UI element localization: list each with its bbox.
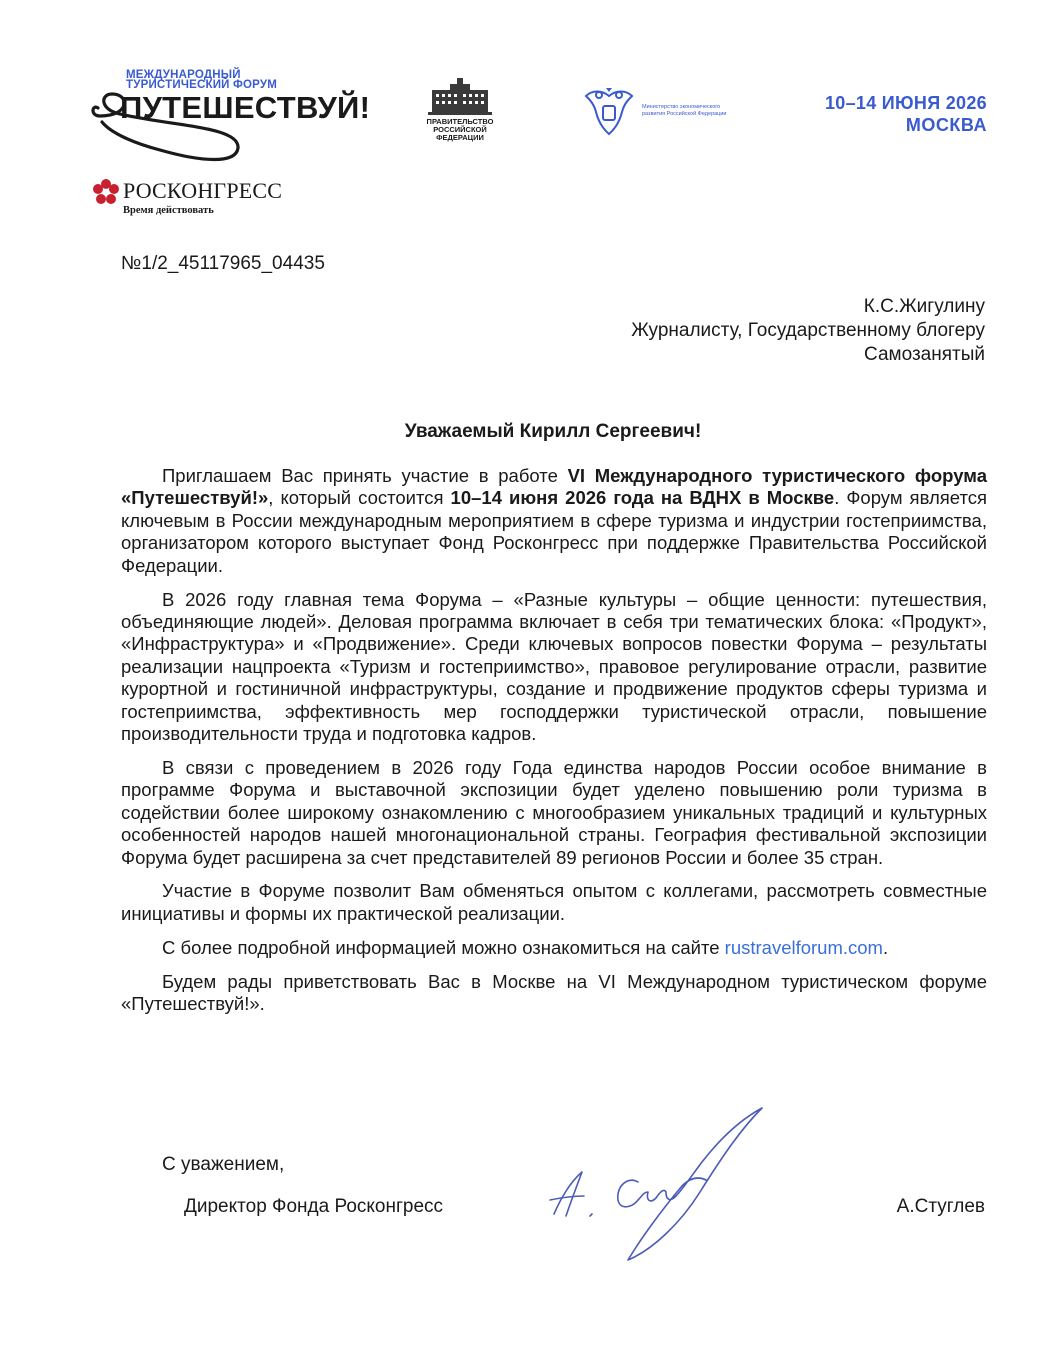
recipient-name: К.С.Жигулину	[863, 296, 985, 317]
roscongress-flower-icon	[92, 178, 120, 206]
government-caption: ПРАВИТЕЛЬСТВО РОССИЙСКОЙ ФЕДЕРАЦИИ	[426, 117, 494, 142]
signatory-name: А.Стуглев	[896, 1196, 985, 1217]
event-city: МОСКВА	[905, 115, 987, 135]
recipient-status: Самозанятый	[864, 344, 985, 365]
website-text-end: .	[882, 936, 889, 958]
recipient-position: Журналисту, Государственному блогеру	[631, 320, 985, 341]
signatory-title: Директор Фонда Росконгресс	[184, 1196, 444, 1217]
paragraph-welcome: Будем рады приветствовать Вас в Москве на VI Международном туристическом форуме «Путешествуй!».	[121, 970, 987, 1015]
paragraph-participation: Участие в Форуме позволит Вам обменяться опытом с коллегами, рассмотреть совместные инициативы и формы их практической реализации.	[121, 880, 987, 924]
letter-body	[121, 465, 987, 1027]
salutation: Уважаемый Кирилл Сергеевич!	[404, 421, 702, 442]
ministry-logo	[582, 86, 742, 138]
forum-logo-line1: МЕЖДУНАРОДНЫЙ	[126, 69, 241, 81]
closing-regards: С уважением,	[162, 1154, 285, 1175]
paragraph-invitation	[121, 465, 987, 577]
p1-forum-name: VI Международного туристического форума «Путешествуй!»	[121, 465, 988, 509]
event-dates: 10–14 ИЮНЯ 2026	[824, 93, 987, 113]
paragraph-website	[121, 937, 987, 959]
double-headed-eagle-icon	[582, 86, 636, 138]
handwritten-signature	[540, 1100, 780, 1270]
government-building-icon	[420, 76, 500, 116]
website-link[interactable]: rustravelforum.com	[724, 936, 883, 958]
paragraph-theme: В 2026 году главная тема Форума – «Разные культуры – общие ценности: путешествия, объединяющие людей». Деловая программа включает в себя три тематических блока: «Продукт», «Инфраструктура» и «Продвижение». Среди ключевых вопросов повестки Форума – результаты реализации нацпроекта «Туризм и гостеприимство», правовое регулирование отрасли, развитие курортной и гостиничной инфраструктуры, создание и продвижение продуктов сферы туризма и гостеприимства, эффективность мер господдержки туристической отрасли, повышение производительности труда и подготовка кадров.	[121, 588, 987, 744]
forum-logo	[90, 68, 380, 163]
p1-text-e: . Форум является ключевым в России международным мероприятием в сфере туризма и индустрии гостеприимства, организатором которого выступает Фонд Росконгресс при поддержке Правительства Российской Федерации.	[121, 487, 987, 576]
website-text: С более подробной информацией можно ознакомиться на сайте	[162, 936, 725, 958]
forum-logo-line2: ТУРИСТИЧЕСКИЙ ФОРУМ	[126, 79, 278, 91]
p1-text-a: Приглашаем Вас принять участие в работе	[162, 465, 568, 486]
forum-logo-title: ПУТЕШЕСТВУЙ!	[120, 90, 371, 125]
government-logo	[420, 76, 500, 146]
p1-text-c: , который состоится	[268, 487, 451, 509]
recipient-block	[631, 295, 985, 367]
roscongress-name: РОСКОНГРЕСС	[123, 178, 283, 203]
roscongress-logo	[92, 176, 302, 221]
p1-event-date-place: 10–14 июня 2026 года на ВДНХ в Москве	[450, 487, 835, 509]
ministry-caption: Министерство экономического развития Российской Федерации	[642, 104, 727, 117]
roscongress-slogan: Время действовать	[123, 205, 214, 216]
paragraph-year-of-unity: В связи с проведением в 2026 году Года единства народов России особое внимание в программе Форума и выставочной экспозиции будет уделено повышению роли туризма в содействии более широкому ознакомлению с многообразием уникальных традиций и культурных особенностей народов нашей многонациональной страны. География фестивальной экспозиции Форума будет расширена за счет представителей 89 регионов России и более 35 стран.	[121, 756, 987, 868]
reference-number: №1/2_45117965_04435	[121, 253, 325, 274]
